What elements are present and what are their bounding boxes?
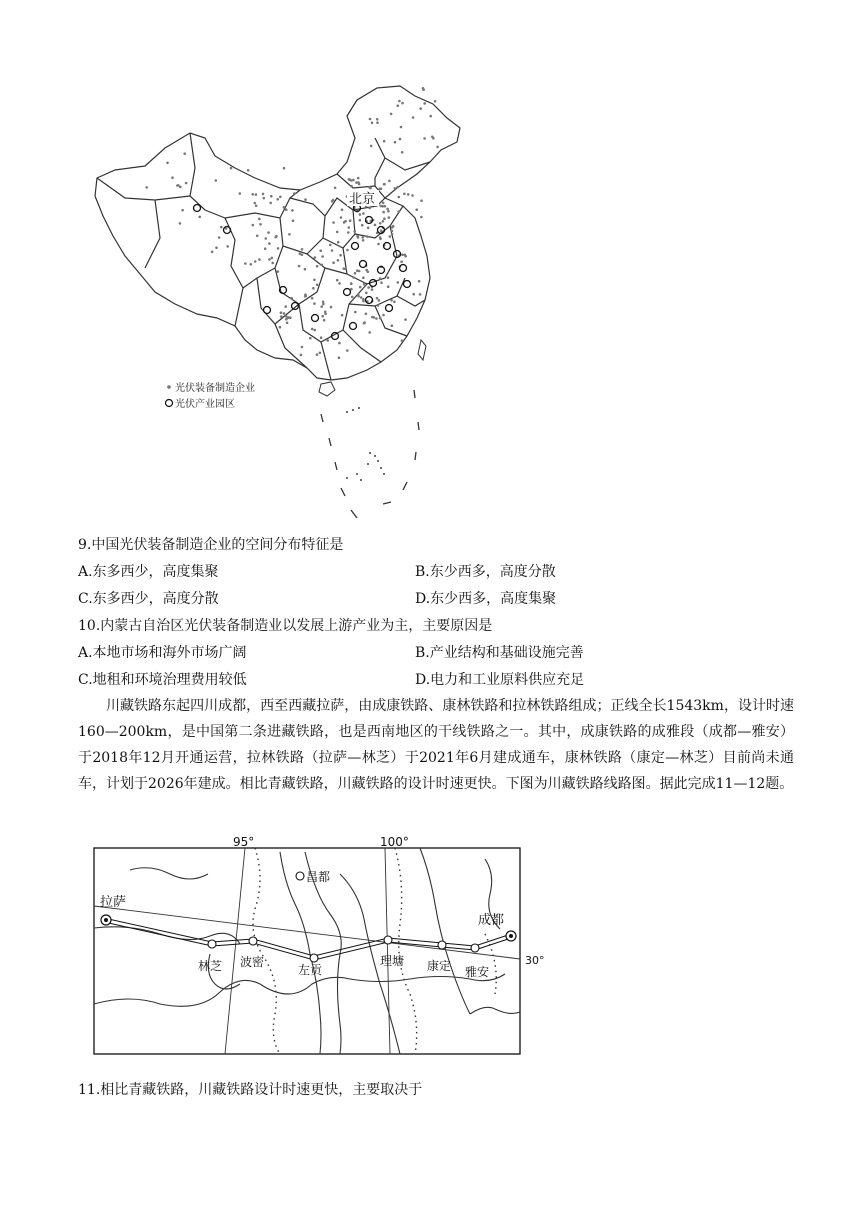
pv-enterprise-dot xyxy=(390,113,393,116)
city-label-linzhi: 林芝 xyxy=(198,959,223,973)
pv-enterprise-dot xyxy=(388,180,391,183)
pv-enterprise-dot xyxy=(290,297,293,300)
lon-100-label: 100° xyxy=(380,835,409,849)
pv-enterprise-dot xyxy=(285,208,288,211)
pv-enterprise-dot xyxy=(320,336,323,339)
pv-industrial-park xyxy=(352,243,359,250)
pv-enterprise-dot xyxy=(326,339,329,342)
pv-enterprise-dot xyxy=(379,187,382,190)
pv-enterprise-dot xyxy=(259,223,262,226)
pv-enterprise-dot xyxy=(319,249,322,252)
pv-enterprise-dot xyxy=(383,217,386,220)
pv-industrial-park xyxy=(224,227,231,234)
pv-enterprise-dot xyxy=(376,121,379,124)
pv-enterprise-dot xyxy=(329,244,332,247)
enterprise-dot-icon xyxy=(167,385,171,389)
island-dots xyxy=(346,407,385,481)
pv-enterprise-dot xyxy=(252,224,255,227)
pv-enterprise-dot xyxy=(331,249,334,252)
pv-enterprise-dot xyxy=(181,209,184,212)
city-label-bomi: 波密 xyxy=(240,955,265,969)
pv-enterprise-dot xyxy=(279,326,282,329)
pv-enterprise-dot xyxy=(270,195,273,198)
pv-enterprise-dot xyxy=(397,281,400,284)
pv-enterprise-dot xyxy=(379,222,382,225)
pv-enterprise-dot xyxy=(324,311,327,314)
pv-enterprise-dot xyxy=(357,236,360,239)
pv-enterprise-dot xyxy=(348,226,351,229)
pv-enterprise-dot xyxy=(366,235,369,238)
pv-enterprise-dot xyxy=(304,198,307,201)
pv-enterprise-dot xyxy=(397,210,400,213)
pv-enterprise-dot xyxy=(337,241,340,244)
pv-enterprise-dot xyxy=(275,235,278,238)
pv-enterprise-dot xyxy=(423,137,426,140)
map-legend xyxy=(166,381,256,410)
pv-enterprise-dot xyxy=(337,259,340,262)
pv-enterprise-dot xyxy=(391,233,394,236)
pv-enterprise-dot xyxy=(322,303,325,306)
pv-enterprise-dot xyxy=(398,196,401,199)
pv-enterprise-dot xyxy=(269,202,272,205)
pv-enterprise-dot xyxy=(403,193,406,196)
pv-enterprise-dot xyxy=(400,260,403,263)
pv-enterprise-dot xyxy=(312,287,315,290)
pv-enterprise-dot xyxy=(251,193,254,196)
pv-enterprise-dot xyxy=(250,263,253,266)
capital-marker-dot-chengdu xyxy=(509,934,513,938)
pv-enterprise-dot xyxy=(319,352,322,355)
pv-enterprise-dot xyxy=(357,293,360,296)
pv-enterprise-dot xyxy=(264,247,267,250)
pv-enterprise-dot xyxy=(412,293,415,296)
pv-enterprise-dot xyxy=(368,331,371,334)
pv-enterprise-dot xyxy=(360,296,363,299)
pv-park-circles xyxy=(194,205,411,340)
industrial-park-circle-icon xyxy=(166,400,173,407)
pv-enterprise-dot xyxy=(239,192,242,195)
pv-enterprise-dot xyxy=(300,354,303,357)
pv-enterprise-dot xyxy=(226,245,229,248)
pv-enterprise-dots xyxy=(145,87,439,359)
pv-enterprise-dot xyxy=(338,282,341,285)
station-marker-linzhi xyxy=(208,940,216,948)
pv-enterprise-dot xyxy=(365,313,368,316)
q9-option-d[interactable]: D.东少西多，高度集聚 xyxy=(415,591,557,607)
pv-enterprise-dot xyxy=(362,212,365,215)
lat-30-label: 30° xyxy=(525,954,545,967)
pv-enterprise-dot xyxy=(316,265,319,268)
pv-enterprise-dot xyxy=(314,329,317,332)
pv-enterprise-dot xyxy=(391,324,394,327)
pv-enterprise-dot xyxy=(397,104,400,107)
pv-enterprise-dot xyxy=(398,100,401,103)
pv-enterprise-dot xyxy=(401,102,404,105)
pv-enterprise-dot xyxy=(314,256,317,259)
pv-enterprise-dot xyxy=(256,235,259,238)
pv-enterprise-dot xyxy=(411,194,414,197)
pv-enterprise-dot xyxy=(255,193,258,196)
pv-enterprise-dot xyxy=(218,236,221,239)
pv-industrial-park xyxy=(366,297,373,304)
q10-option-b[interactable]: B.产业结构和基础设施完善 xyxy=(415,645,584,661)
pv-enterprise-dot xyxy=(362,239,365,242)
pv-enterprise-dot xyxy=(412,116,415,119)
pv-enterprise-dot xyxy=(380,229,383,232)
pv-enterprise-dot xyxy=(352,179,355,182)
pv-enterprise-dot xyxy=(166,162,169,165)
pv-enterprise-dot xyxy=(280,315,283,318)
pv-enterprise-dot xyxy=(230,167,233,170)
city-label-zuogong: 左贡 xyxy=(298,963,323,977)
pv-enterprise-dot xyxy=(436,146,439,149)
pv-enterprise-dot xyxy=(429,115,432,118)
pv-enterprise-dot xyxy=(304,293,307,296)
pv-enterprise-dot xyxy=(244,262,247,265)
pv-enterprise-dot xyxy=(399,138,402,141)
pv-enterprise-dot xyxy=(254,260,257,263)
pv-enterprise-dot xyxy=(365,292,368,295)
pv-industrial-park xyxy=(344,289,351,296)
pv-industrial-park xyxy=(264,307,271,314)
pv-enterprise-dot xyxy=(284,305,287,308)
pv-enterprise-dot xyxy=(383,140,386,143)
q9-option-a[interactable]: A.东多西少，高度集聚 xyxy=(78,564,219,580)
pv-enterprise-dot xyxy=(341,314,344,317)
pv-enterprise-dot xyxy=(339,254,342,257)
pv-enterprise-dot xyxy=(419,107,422,110)
pv-enterprise-dot xyxy=(353,230,356,233)
pv-industrial-park xyxy=(350,323,357,330)
pv-enterprise-dot xyxy=(401,151,404,154)
pv-enterprise-dot xyxy=(267,231,270,234)
pv-enterprise-dot xyxy=(381,205,384,208)
pv-enterprise-dot xyxy=(378,299,381,302)
pv-enterprise-dot xyxy=(371,122,374,125)
pv-enterprise-dot xyxy=(376,297,379,300)
pv-enterprise-dot xyxy=(268,242,271,245)
pv-enterprise-dot xyxy=(371,288,374,291)
pv-enterprise-dot xyxy=(369,118,372,121)
pv-enterprise-dot xyxy=(379,317,382,320)
pv-enterprise-dot xyxy=(359,286,362,289)
pv-enterprise-dot xyxy=(423,102,426,105)
pv-enterprise-dot xyxy=(316,353,319,356)
pv-enterprise-dot xyxy=(254,202,257,205)
pv-enterprise-dot xyxy=(420,199,423,202)
pv-enterprise-dot xyxy=(283,206,286,209)
pv-enterprise-dot xyxy=(347,231,350,234)
pv-enterprise-dot xyxy=(179,222,182,225)
pv-enterprise-dot xyxy=(279,196,282,199)
pv-enterprise-dot xyxy=(362,298,365,301)
pv-enterprise-dot xyxy=(313,279,316,282)
pv-enterprise-dot xyxy=(387,210,390,213)
pv-enterprise-dot xyxy=(321,255,324,258)
pv-enterprise-dot xyxy=(311,297,314,300)
pv-enterprise-dot xyxy=(375,317,378,320)
pv-enterprise-dot xyxy=(382,220,385,223)
q10-option-c[interactable]: C.地租和环境治理费用较低 xyxy=(78,672,247,688)
station-marker-yaan xyxy=(471,944,479,952)
pv-enterprise-dot xyxy=(401,253,404,256)
pv-enterprise-dot xyxy=(379,236,382,239)
pv-enterprise-dot xyxy=(393,301,396,304)
pv-enterprise-dot xyxy=(262,193,265,196)
pv-enterprise-dot xyxy=(311,328,314,331)
pv-enterprise-dot xyxy=(401,339,404,342)
pv-enterprise-dot xyxy=(362,276,365,279)
pv-enterprise-dot xyxy=(287,316,290,319)
city-label-lasa: 拉萨 xyxy=(100,895,127,910)
city-label-litang: 理塘 xyxy=(380,954,405,968)
pv-enterprise-dot xyxy=(404,318,407,321)
svg-text:光伏装备制造企业: 光伏装备制造企业 xyxy=(175,383,255,394)
pv-industrial-park xyxy=(360,261,367,268)
pv-enterprise-dot xyxy=(220,226,223,229)
pv-enterprise-dot xyxy=(400,126,403,129)
pv-enterprise-dot xyxy=(291,209,294,212)
pv-enterprise-dot xyxy=(367,227,370,230)
pv-enterprise-dot xyxy=(334,187,337,190)
china-pv-map xyxy=(85,78,475,528)
pv-enterprise-dot xyxy=(258,218,261,221)
pv-enterprise-dot xyxy=(365,269,368,272)
q9-option-c[interactable]: C.东多西少，高度分散 xyxy=(78,591,219,607)
city-label-chengdu: 成都 xyxy=(478,913,505,928)
pv-enterprise-dot xyxy=(377,243,380,246)
pv-enterprise-dot xyxy=(361,224,364,227)
pv-enterprise-dot xyxy=(277,247,280,250)
pv-enterprise-dot xyxy=(389,235,392,238)
pv-enterprise-dot xyxy=(271,257,274,260)
pv-enterprise-dot xyxy=(330,306,333,309)
city-label-yaan: 雅安 xyxy=(465,965,490,979)
q10-stem: 10.内蒙古自治区光伏装备制造业以发展上游产业为主，主要原因是 xyxy=(78,618,493,634)
pv-enterprise-dot xyxy=(350,185,353,188)
q9-stem: 9.中国光伏装备制造企业的空间分布特征是 xyxy=(78,537,344,553)
pv-enterprise-dot xyxy=(371,316,374,319)
pv-enterprise-dot xyxy=(343,267,346,270)
pv-enterprise-dot xyxy=(382,314,385,317)
pv-enterprise-dot xyxy=(309,337,312,340)
sichuan-tibet-railway-map xyxy=(90,834,545,1064)
pv-enterprise-dot xyxy=(338,356,341,359)
pv-enterprise-dot xyxy=(215,179,218,182)
pv-enterprise-dot xyxy=(376,118,379,121)
pv-enterprise-dot xyxy=(418,280,421,283)
pv-enterprise-dot xyxy=(386,208,389,211)
pv-industrial-park xyxy=(312,315,319,322)
station-marker-kangding xyxy=(438,941,446,949)
pv-enterprise-dot xyxy=(198,216,201,219)
q10-option-d[interactable]: D.电力和工业原料供应充足 xyxy=(415,672,585,688)
pv-enterprise-dot xyxy=(396,186,399,189)
city-label-changdu: 昌都 xyxy=(306,870,331,884)
pv-enterprise-dot xyxy=(377,304,380,307)
pv-enterprise-dot xyxy=(351,296,354,299)
pv-enterprise-dot xyxy=(332,221,335,224)
pv-enterprise-dot xyxy=(171,176,174,179)
q11-stem: 11.相比青藏铁路，川藏铁路设计时速更快，主要取决于 xyxy=(78,1082,423,1098)
pv-enterprise-dot xyxy=(392,225,395,228)
pv-enterprise-dot xyxy=(346,349,349,352)
pv-enterprise-dot xyxy=(183,152,186,155)
station-marker-litang xyxy=(384,936,392,944)
pv-enterprise-dot xyxy=(355,181,358,184)
pv-enterprise-dot xyxy=(387,285,390,288)
pv-enterprise-dot xyxy=(263,197,266,200)
pv-enterprise-dot xyxy=(419,293,422,296)
pv-enterprise-dot xyxy=(434,100,437,103)
pv-enterprise-dot xyxy=(316,284,319,287)
pv-enterprise-dot xyxy=(293,192,296,195)
pv-enterprise-dot xyxy=(277,198,280,201)
pv-enterprise-dot xyxy=(255,205,258,208)
pv-enterprise-dot xyxy=(358,270,361,273)
pv-enterprise-dot xyxy=(265,237,268,240)
pv-enterprise-dot xyxy=(359,213,362,216)
pv-enterprise-dot xyxy=(367,286,370,289)
station-marker-changdu xyxy=(296,872,304,880)
capital-marker-dot-lasa xyxy=(104,918,108,922)
pv-enterprise-dot xyxy=(349,178,352,181)
pv-enterprise-dot xyxy=(394,141,397,144)
pv-enterprise-dot xyxy=(292,219,295,222)
pv-enterprise-dot xyxy=(336,231,339,234)
pv-enterprise-dot xyxy=(215,246,218,249)
pv-enterprise-dot xyxy=(298,265,301,268)
pv-enterprise-dot xyxy=(352,276,355,279)
pv-enterprise-dot xyxy=(343,221,346,224)
pv-enterprise-dot xyxy=(354,272,357,275)
pv-enterprise-dot xyxy=(177,184,180,187)
pv-enterprise-dot xyxy=(415,208,418,211)
pv-enterprise-dot xyxy=(323,319,326,322)
beijing-label: 北京 xyxy=(349,192,376,207)
pv-enterprise-dot xyxy=(211,251,214,254)
pv-enterprise-dot xyxy=(322,301,325,304)
pv-enterprise-dot xyxy=(185,182,188,185)
pv-enterprise-dot xyxy=(271,262,274,265)
pv-enterprise-dot xyxy=(301,346,304,349)
pv-enterprise-dot xyxy=(145,186,148,189)
pv-enterprise-dot xyxy=(432,137,435,140)
pv-enterprise-dot xyxy=(349,219,352,222)
pv-enterprise-dot xyxy=(247,169,250,172)
station-marker-zuogong xyxy=(310,954,318,962)
pv-enterprise-dot xyxy=(369,187,372,190)
q10-option-a[interactable]: A.本地市场和海外市场广阔 xyxy=(78,645,247,661)
pv-enterprise-dot xyxy=(382,211,385,214)
pv-enterprise-dot xyxy=(280,311,283,314)
pv-enterprise-dot xyxy=(338,342,341,345)
pv-industrial-park xyxy=(194,205,201,212)
pv-enterprise-dot xyxy=(404,254,407,257)
pv-enterprise-dot xyxy=(288,233,291,236)
pv-enterprise-dot xyxy=(354,311,357,314)
station-marker-bomi xyxy=(249,937,257,945)
pv-enterprise-dot xyxy=(320,264,323,267)
pv-enterprise-dot xyxy=(390,299,393,302)
pv-enterprise-dot xyxy=(304,268,307,271)
pv-enterprise-dot xyxy=(361,236,364,239)
pv-enterprise-dot xyxy=(391,230,394,233)
pv-enterprise-dot xyxy=(268,258,271,261)
pv-enterprise-dot xyxy=(363,322,366,325)
city-label-kangding: 康定 xyxy=(427,959,452,973)
pv-industrial-park xyxy=(404,281,411,288)
pv-enterprise-dot xyxy=(321,315,324,318)
pv-enterprise-dot xyxy=(374,224,377,227)
pv-enterprise-dot xyxy=(394,187,397,190)
lon-95-label: 95° xyxy=(233,835,255,849)
pv-enterprise-dot xyxy=(357,177,360,180)
pv-enterprise-dot xyxy=(320,305,323,308)
pv-enterprise-dot xyxy=(277,270,280,273)
q9-option-b[interactable]: B.东少西多，高度分散 xyxy=(415,564,556,580)
pv-enterprise-dot xyxy=(283,312,286,315)
pv-enterprise-dot xyxy=(336,279,339,282)
pv-enterprise-dot xyxy=(379,277,382,280)
pv-enterprise-dot xyxy=(299,253,302,256)
passage-text: 川藏铁路东起四川成都，西至西藏拉萨，由成康铁路、康林铁路和拉林铁路组成；正线全长1543km，设计时速160—200km，是中国第二条进藏铁路，也是西南地区的干线铁路之一。其中，成康铁路的成雅段（成都—雅安）于2018年12月开通运营，拉林铁路（拉萨—林芝）于2021年6月建成通车，康林铁路（康定—林芝）目前尚未通车，计划于2026年建成。相比青藏铁路，川藏铁路的设计时速更快。下图为川藏铁路线路图。据此完成11—12题。 xyxy=(78,698,794,792)
pv-enterprise-dot xyxy=(380,281,383,284)
pv-enterprise-dot xyxy=(407,193,410,196)
pv-enterprise-dot xyxy=(388,216,391,219)
pv-enterprise-dot xyxy=(331,200,334,203)
pv-enterprise-dot xyxy=(340,216,343,219)
pv-enterprise-dot xyxy=(387,276,390,279)
pv-enterprise-dot xyxy=(382,202,385,205)
pv-enterprise-dot xyxy=(420,216,423,219)
pv-enterprise-dot xyxy=(283,167,286,170)
pv-industrial-park xyxy=(386,305,393,312)
pv-enterprise-dot xyxy=(422,88,425,91)
pv-enterprise-dot xyxy=(286,322,289,325)
pv-enterprise-dot xyxy=(332,261,335,264)
svg-text:光伏产业园区: 光伏产业园区 xyxy=(175,399,235,410)
pv-industrial-park xyxy=(400,265,407,272)
pv-enterprise-dot xyxy=(370,145,373,148)
pv-enterprise-dot xyxy=(359,219,362,222)
pv-enterprise-dot xyxy=(289,316,292,319)
pv-enterprise-dot xyxy=(383,183,386,186)
pv-enterprise-dot xyxy=(346,249,349,252)
pv-enterprise-dot xyxy=(350,282,353,285)
pv-enterprise-dot xyxy=(301,248,304,251)
pv-enterprise-dot xyxy=(313,302,316,305)
pv-enterprise-dot xyxy=(363,283,366,286)
pv-enterprise-dot xyxy=(341,208,344,211)
pv-enterprise-dot xyxy=(258,258,261,261)
